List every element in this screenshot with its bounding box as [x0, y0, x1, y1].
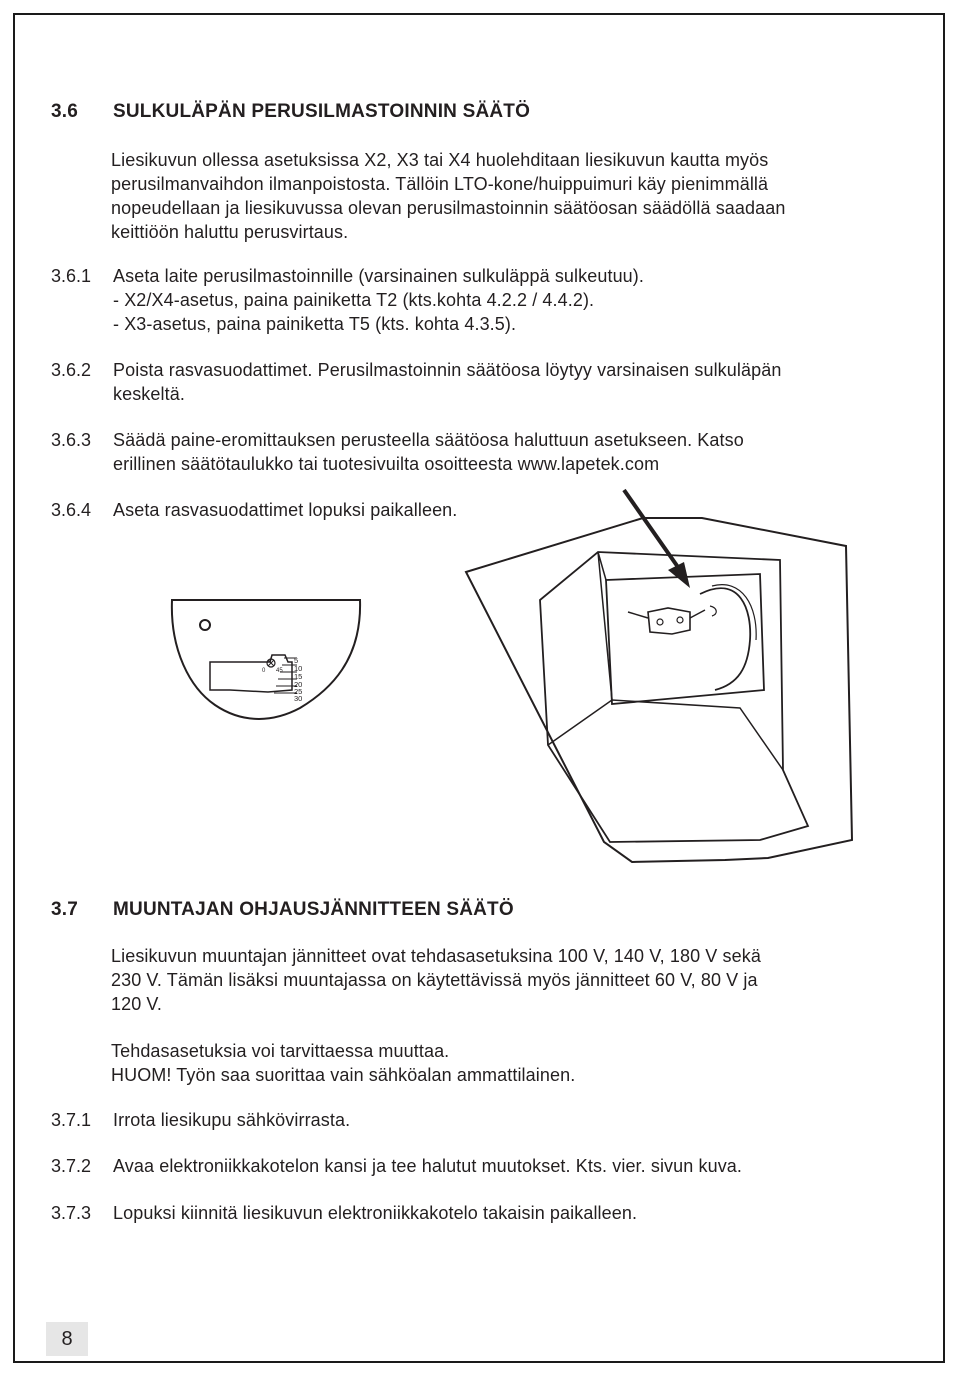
text-line: Poista rasvasuodattimet. Perusilmastoinnin säätöosa löytyy varsinaisen sulkuläpän — [113, 360, 782, 380]
section-title: MUUNTAJAN OHJAUSJÄNNITTEEN SÄÄTÖ — [113, 899, 514, 920]
step-number: 3.7.3 — [51, 1203, 92, 1223]
dial-right-label: 45 — [276, 668, 283, 674]
text-line: Säädä paine-eromittauksen perusteella säätöosa haluttuun asetukseen. Katso — [113, 430, 744, 450]
screw-hole — [200, 620, 210, 630]
text-line: 230 V. Tämän lisäksi muuntajassa on käytettävissä myös jännitteet 60 V, 80 V ja — [111, 970, 758, 990]
text-line: Liesikuvun ollessa asetuksissa X2, X3 tai X4 huolehditaan liesikuvun kautta myös — [111, 150, 769, 170]
step-text: Irrota liesikupu sähkövirrasta. — [113, 1110, 351, 1130]
hood-outline — [466, 518, 852, 862]
scale-label: 10 — [294, 664, 303, 673]
dial-left-label: 0 — [262, 668, 266, 674]
section-intro — [111, 944, 761, 1016]
text-line: perusilmanvaihdon ilmanpoistosta. Tällöin LTO-kone/huippuimuri käy pienimmällä — [111, 174, 769, 194]
text-line: HUOM! Työn saa suorittaa vain sähköalan ammattilainen. — [111, 1065, 576, 1085]
scale-label: 30 — [294, 694, 303, 703]
text-line: 120 V. — [111, 994, 162, 1014]
page-number: 8 — [46, 1322, 88, 1356]
step-text: Lopuksi kiinnitä liesikuvun elektroniikkakotelo takaisin paikalleen. — [113, 1203, 638, 1223]
step-number: 3.6.2 — [51, 360, 92, 380]
section-number: 3.6 — [51, 101, 79, 122]
damper-box — [606, 574, 764, 704]
step-number: 3.6.3 — [51, 430, 92, 450]
step-number: 3.6.4 — [51, 500, 92, 520]
text-line: erillinen säätötaulukko tai tuotesivuilta osoitteesta www.lapetek.com — [113, 454, 660, 474]
text-line: Aseta laite perusilmastoinnille (varsinainen sulkuläppä sulkeutuu). — [113, 266, 644, 286]
text-line: Tehdasasetuksia voi tarvittaessa muuttaa. — [111, 1041, 450, 1061]
step-number: 3.7.1 — [51, 1110, 92, 1130]
text-line: nopeudellaan ja liesikuvussa olevan perusilmastoinnin säätöosan säädöllä saadaan — [111, 198, 786, 218]
step-number: 3.7.2 — [51, 1156, 92, 1176]
scale-label: 20 — [294, 680, 303, 689]
text-line: - X3-asetus, paina painiketta T5 (kts. kohta 4.3.5). — [113, 314, 517, 334]
arrow-icon — [624, 490, 690, 588]
hood-inner — [540, 552, 808, 842]
section-title: SULKULÄPÄN PERUSILMASTOINNIN SÄÄTÖ — [113, 101, 531, 122]
step-number: 3.6.1 — [51, 266, 92, 286]
scale-label: 15 — [294, 672, 303, 681]
scale-label: 25 — [294, 687, 303, 696]
text-line: Aseta rasvasuodattimet lopuksi paikalleen. — [113, 500, 458, 520]
step-text: Avaa elektroniikkakotelon kansi ja tee halutut muutokset. Kts. vier. sivun kuva. — [113, 1156, 742, 1176]
adjuster-bracket — [648, 608, 690, 634]
text-line: keittiöön haluttu perusvirtaus. — [111, 222, 349, 242]
note-text — [111, 1039, 575, 1087]
text-line: Liesikuvun muuntajan jännitteet ovat tehdasasetuksina 100 V, 140 V, 180 V sekä — [111, 946, 761, 966]
damper-flap — [700, 588, 750, 690]
text-line: - X2/X4-asetus, paina painiketta T2 (kts.kohta 4.2.2 / 4.4.2). — [113, 290, 595, 310]
scale-label: 5 — [294, 656, 299, 665]
section-number: 3.7 — [51, 899, 79, 920]
text-line: keskeltä. — [113, 384, 185, 404]
damper-detail-outline — [172, 600, 360, 719]
